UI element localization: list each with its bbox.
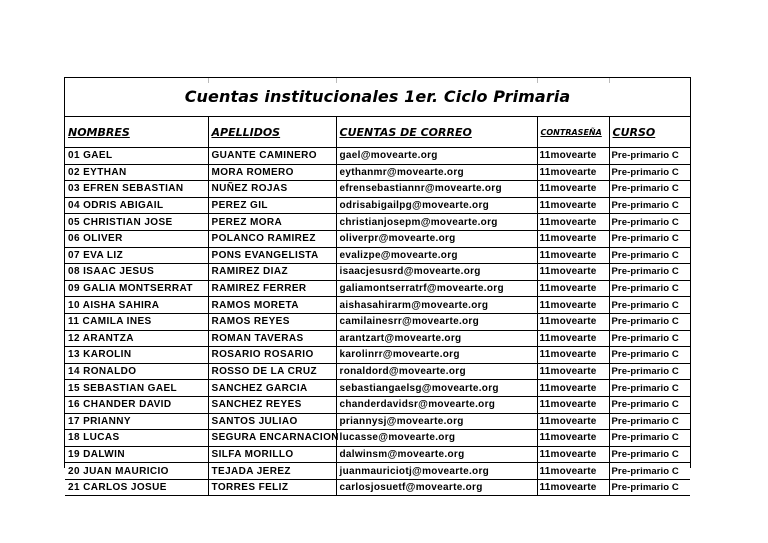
table-row (65, 214, 690, 231)
table-row (65, 313, 690, 330)
cell-contrasena: 11movearte (537, 297, 609, 314)
cell-apellido: PEREZ MORA (208, 214, 336, 231)
cell-correo: gael@movearte.org (336, 148, 537, 165)
cell-curso: Pre-primario C (609, 347, 690, 364)
accounts-table (65, 117, 690, 496)
cell-contrasena: 11movearte (537, 313, 609, 330)
cell-nombre: 08 ISAAC JESUS (65, 264, 208, 281)
cell-correo: camilainesrr@movearte.org (336, 313, 537, 330)
cell-curso: Pre-primario C (609, 413, 690, 430)
cell-correo: eythanmr@movearte.org (336, 164, 537, 181)
title-row (65, 78, 690, 117)
cell-apellido: ROSSO DE LA CRUZ (208, 363, 336, 380)
cell-nombre: 03 EFREN SEBASTIAN (65, 181, 208, 198)
cell-correo: arantzart@movearte.org (336, 330, 537, 347)
cell-correo: lucasse@movearte.org (336, 430, 537, 447)
cell-correo: dalwinsm@movearte.org (336, 446, 537, 463)
cell-contrasena: 11movearte (537, 197, 609, 214)
cell-apellido: RAMOS MORETA (208, 297, 336, 314)
cell-correo: sebastiangaelsg@movearte.org (336, 380, 537, 397)
cell-curso: Pre-primario C (609, 463, 690, 480)
cell-correo: isaacjesusrd@movearte.org (336, 264, 537, 281)
cell-contrasena: 11movearte (537, 230, 609, 247)
cell-apellido: SILFA MORILLO (208, 446, 336, 463)
cell-correo: evalizpe@movearte.org (336, 247, 537, 264)
cell-correo: juanmauriciotj@movearte.org (336, 463, 537, 480)
cell-contrasena: 11movearte (537, 214, 609, 231)
cell-curso: Pre-primario C (609, 247, 690, 264)
cell-curso: Pre-primario C (609, 230, 690, 247)
cell-nombre: 01 GAEL (65, 148, 208, 165)
accounts-sheet (64, 77, 691, 494)
cell-correo: priannysj@movearte.org (336, 413, 537, 430)
cell-nombre: 17 PRIANNY (65, 413, 208, 430)
cell-curso: Pre-primario C (609, 313, 690, 330)
cell-nombre: 13 KAROLIN (65, 347, 208, 364)
cell-apellido: SANCHEZ REYES (208, 396, 336, 413)
cell-apellido: SANCHEZ GARCIA (208, 380, 336, 397)
cell-curso: Pre-primario C (609, 396, 690, 413)
table-row (65, 396, 690, 413)
cell-curso: Pre-primario C (609, 148, 690, 165)
cell-curso: Pre-primario C (609, 330, 690, 347)
table-row (65, 247, 690, 264)
cell-curso: Pre-primario C (609, 430, 690, 447)
cell-correo: ronaldord@movearte.org (336, 363, 537, 380)
header-nombres: NOMBRES (65, 117, 208, 148)
cell-correo: christianjosepm@movearte.org (336, 214, 537, 231)
cell-contrasena: 11movearte (537, 148, 609, 165)
header-curso: CURSO (609, 117, 690, 148)
cell-nombre: 04 ODRIS ABIGAIL (65, 197, 208, 214)
cell-nombre: 06 OLIVER (65, 230, 208, 247)
table-row (65, 280, 690, 297)
cell-contrasena: 11movearte (537, 247, 609, 264)
cell-apellido: RAMOS REYES (208, 313, 336, 330)
cell-contrasena: 11movearte (537, 181, 609, 198)
header-row (65, 117, 690, 148)
cell-curso: Pre-primario C (609, 380, 690, 397)
table-row (65, 197, 690, 214)
cell-apellido: PONS EVANGELISTA (208, 247, 336, 264)
cell-nombre: 14 RONALDO (65, 363, 208, 380)
cell-nombre: 15 SEBASTIAN GAEL (65, 380, 208, 397)
cell-correo: oliverpr@movearte.org (336, 230, 537, 247)
table-row (65, 363, 690, 380)
cell-contrasena: 11movearte (537, 347, 609, 364)
cell-correo: efrensebastiannr@movearte.org (336, 181, 537, 198)
cell-nombre: 16 CHANDER DAVID (65, 396, 208, 413)
cell-curso: Pre-primario C (609, 264, 690, 281)
table-row (65, 380, 690, 397)
cell-correo: carlosjosuetf@movearte.org (336, 479, 537, 496)
table-row (65, 430, 690, 447)
cell-contrasena: 11movearte (537, 363, 609, 380)
cell-contrasena: 11movearte (537, 164, 609, 181)
cell-nombre: 05 CHRISTIAN JOSE (65, 214, 208, 231)
table-row (65, 181, 690, 198)
cell-apellido: RAMIREZ DIAZ (208, 264, 336, 281)
header-apellidos: APELLIDOS (208, 117, 336, 148)
cell-contrasena: 11movearte (537, 380, 609, 397)
cell-curso: Pre-primario C (609, 197, 690, 214)
cell-curso: Pre-primario C (609, 214, 690, 231)
cell-nombre: 10 AISHA SAHIRA (65, 297, 208, 314)
header-correo: CUENTAS DE CORREO (336, 117, 537, 148)
cell-curso: Pre-primario C (609, 446, 690, 463)
cell-correo: galiamontserratrf@movearte.org (336, 280, 537, 297)
cell-apellido: NUÑEZ ROJAS (208, 181, 336, 198)
table-row (65, 463, 690, 480)
cell-curso: Pre-primario C (609, 181, 690, 198)
cell-apellido: TEJADA JEREZ (208, 463, 336, 480)
cell-nombre: 02 EYTHAN (65, 164, 208, 181)
table-row (65, 297, 690, 314)
cell-apellido: ROSARIO ROSARIO (208, 347, 336, 364)
table-row (65, 164, 690, 181)
cell-nombre: 19 DALWIN (65, 446, 208, 463)
cell-nombre: 11 CAMILA INES (65, 313, 208, 330)
header-contrasena: CONTRASEÑA (537, 117, 609, 148)
cell-nombre: 20 JUAN MAURICIO (65, 463, 208, 480)
cell-contrasena: 11movearte (537, 264, 609, 281)
cell-contrasena: 11movearte (537, 280, 609, 297)
cell-contrasena: 11movearte (537, 479, 609, 496)
cell-apellido: GUANTE CAMINERO (208, 148, 336, 165)
cell-nombre: 07 EVA LIZ (65, 247, 208, 264)
cell-contrasena: 11movearte (537, 396, 609, 413)
cell-curso: Pre-primario C (609, 363, 690, 380)
cell-correo: odrisabigailpg@movearte.org (336, 197, 537, 214)
table-row (65, 446, 690, 463)
cell-contrasena: 11movearte (537, 463, 609, 480)
cell-contrasena: 11movearte (537, 446, 609, 463)
cell-correo: chanderdavidsr@movearte.org (336, 396, 537, 413)
cell-apellido: ROMAN TAVERAS (208, 330, 336, 347)
table-row (65, 347, 690, 364)
cell-apellido: SEGURA ENCARNACION (208, 430, 336, 447)
cell-contrasena: 11movearte (537, 413, 609, 430)
cell-apellido: MORA ROMERO (208, 164, 336, 181)
cell-apellido: RAMIREZ FERRER (208, 280, 336, 297)
table-body (65, 148, 690, 496)
cell-nombre: 18 LUCAS (65, 430, 208, 447)
cell-apellido: PEREZ GIL (208, 197, 336, 214)
cell-correo: karolinrr@movearte.org (336, 347, 537, 364)
table-row (65, 330, 690, 347)
cell-contrasena: 11movearte (537, 330, 609, 347)
cell-nombre: 09 GALIA MONTSERRAT (65, 280, 208, 297)
table-row (65, 479, 690, 496)
table-row (65, 148, 690, 165)
sheet-title: Cuentas institucionales 1er. Ciclo Primaria (184, 87, 571, 106)
cell-apellido: POLANCO RAMIREZ (208, 230, 336, 247)
cell-apellido: SANTOS JULIAO (208, 413, 336, 430)
cell-contrasena: 11movearte (537, 430, 609, 447)
cell-nombre: 21 CARLOS JOSUE (65, 479, 208, 496)
table-row (65, 230, 690, 247)
cell-curso: Pre-primario C (609, 280, 690, 297)
cell-curso: Pre-primario C (609, 479, 690, 496)
cell-apellido: TORRES FELIZ (208, 479, 336, 496)
cell-nombre: 12 ARANTZA (65, 330, 208, 347)
table-row (65, 413, 690, 430)
table-row (65, 264, 690, 281)
cell-curso: Pre-primario C (609, 164, 690, 181)
cell-curso: Pre-primario C (609, 297, 690, 314)
cell-correo: aishasahirarm@movearte.org (336, 297, 537, 314)
